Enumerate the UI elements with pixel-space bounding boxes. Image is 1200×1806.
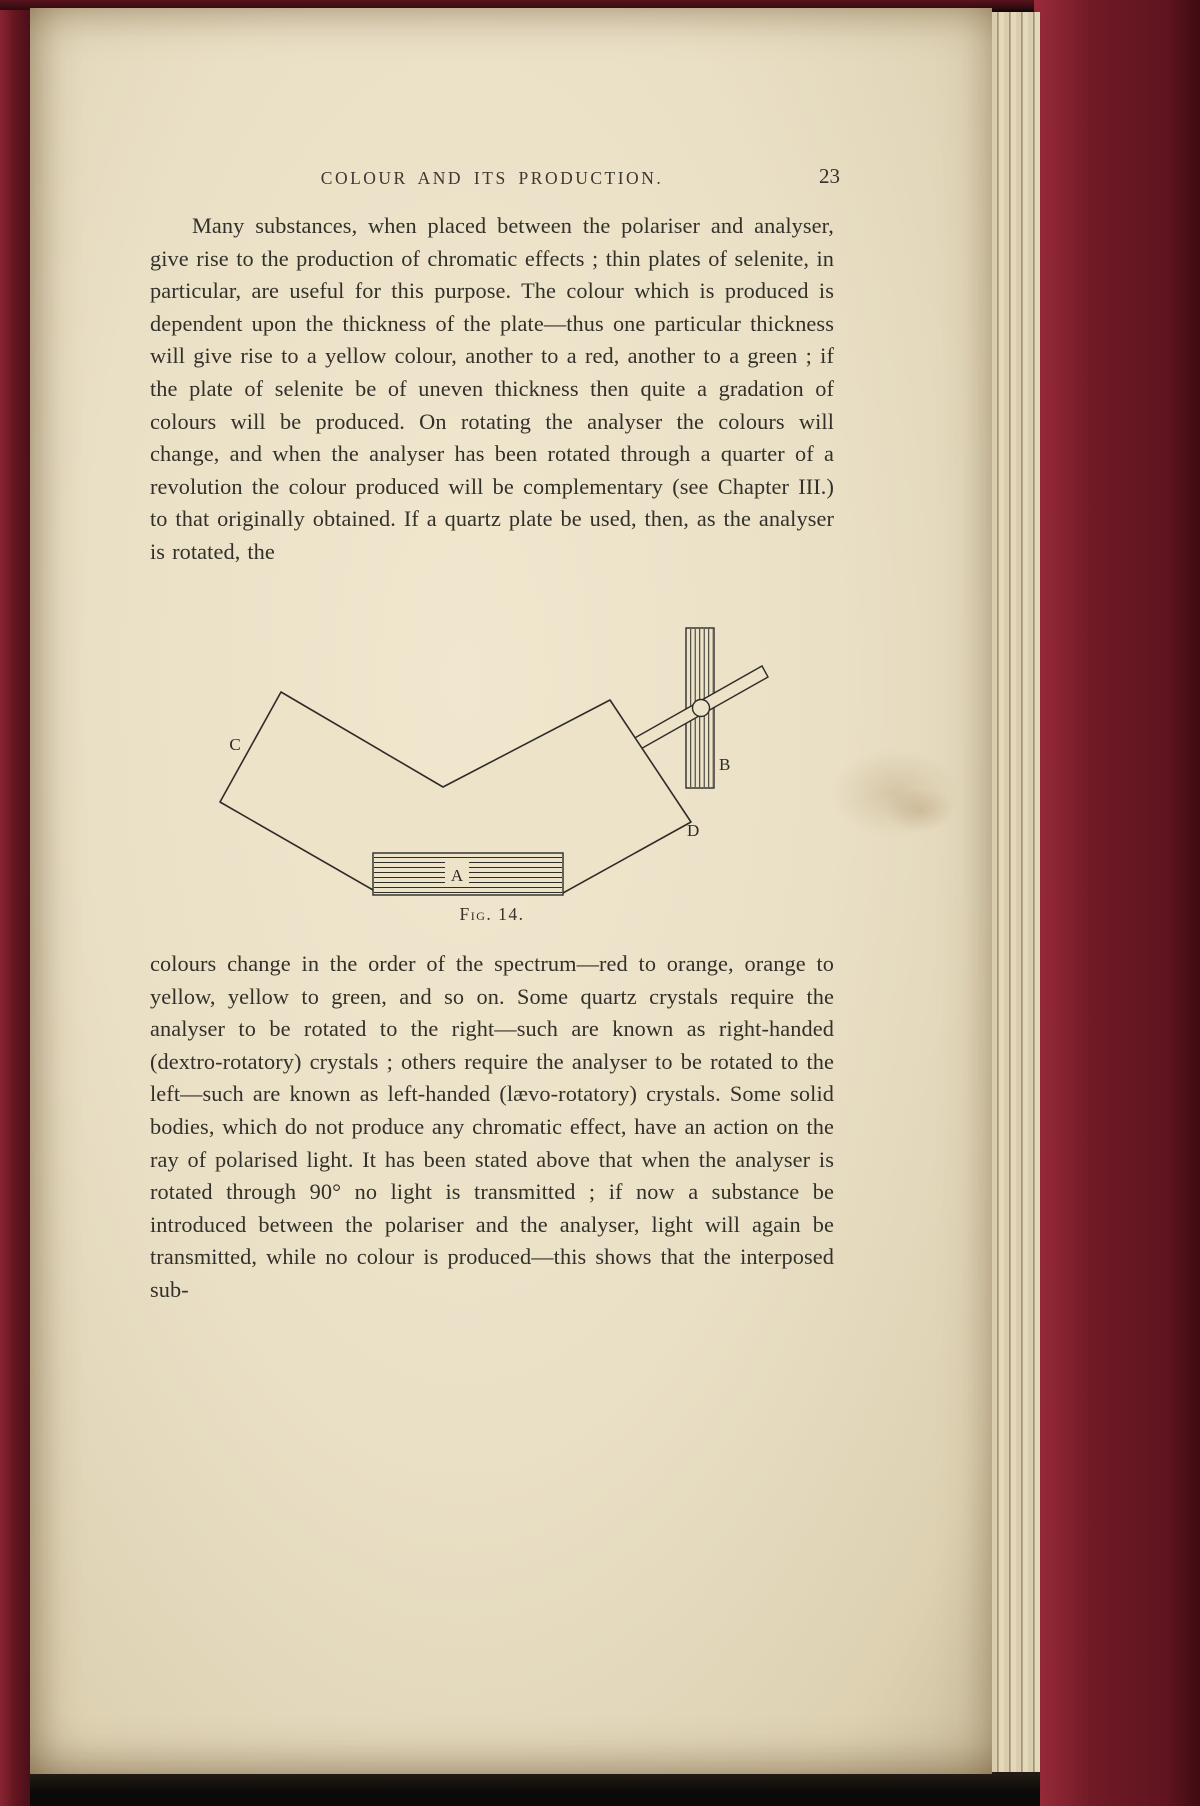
paper-stain [885, 788, 955, 832]
figure-label-b: B [719, 755, 731, 774]
paper-stain [830, 748, 960, 838]
page-fore-edges [992, 12, 1040, 1792]
paragraph-1: Many substances, when placed between the polariser and analyser, give rise to the production of chromatic effects ; thin plates of selenite, in particular, are useful for this purpose. The colour which is produced is dependent upon the thickness of the plate—thus one particular thickness will give rise to a yellow colour, another to a red, another to a green ; if the plate of selenite be of uneven thickness then quite a gradation of colours will be produced. On rotating the analyser the colours will change, and when the analyser has been rotated through a quarter of a revolution the colour produced will be complementary (see Chapter III.) to that originally obtained. If a quartz plate be used, then, as the analyser is rotated, the [150, 213, 834, 564]
book-cover-spine [0, 0, 32, 1806]
book-cover-right [1034, 0, 1200, 1806]
figure-caption: Fig. 14. [459, 904, 525, 924]
page-number: 23 [819, 164, 840, 188]
book-page [30, 8, 992, 1774]
figure-14-diagram [198, 620, 798, 906]
running-header-title: COLOUR AND ITS PRODUCTION. [320, 168, 664, 188]
paragraph-2: colours change in the order of the spectrum—red to orange, orange to yellow, yellow to green, and so on. Some quartz crystals require the analyser to be rotated to the right—such are known as right-handed (dextro-rotatory) crystals ; others require the analyser to be rotated to the left—such are known as left-handed (lævo-rotatory) crystals. Some solid bodies, which do not produce any chromatic effect, have an action on the ray of polarised light. It has been stated above that when the analyser is rotated through 90° no light is transmitted ; if now a substance be introduced between the polariser and the analyser, light will again be transmitted, while no colour is produced—this shows that the interposed sub- [150, 951, 834, 1302]
aperture-circle [693, 700, 710, 717]
figure-label-c: C [229, 735, 241, 754]
figure-14 [198, 620, 798, 906]
plate-a [373, 853, 563, 895]
page-header [150, 164, 840, 198]
figure-label-a: A [450, 866, 464, 885]
scan-shadow-bottom [30, 1772, 1040, 1806]
figure-label-d: D [687, 821, 700, 840]
